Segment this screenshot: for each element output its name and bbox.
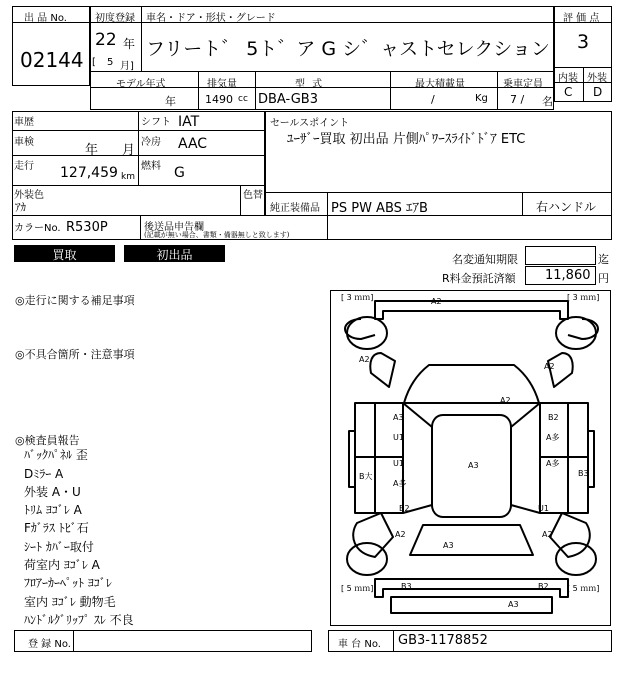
damage-hood: A3 <box>443 541 454 550</box>
damage-right-front-fender: U1 <box>538 504 549 513</box>
aftermarket-note: (記載が無い場合、書類・備器無しと致します) <box>144 231 290 239</box>
damage-right-front-door: A多 <box>546 459 560 468</box>
tire-tread-front-right: [ 5 ｍｍ] <box>567 584 600 593</box>
car-outline <box>331 291 612 627</box>
divider <box>138 111 139 186</box>
report-line: ﾌﾛｱｰｶｰﾍﾟｯﾄ ﾖｺﾞﾚ <box>24 576 112 590</box>
exterior-grade: D <box>593 85 603 99</box>
interior-grade: C <box>564 85 573 99</box>
divider <box>522 193 523 216</box>
defects-heading: ◎不具合箇所・注意事項 <box>15 348 135 361</box>
divider <box>583 67 584 102</box>
divider <box>12 155 265 156</box>
month-unit: 月] <box>120 61 134 72</box>
exterior-color: ｱｶ <box>15 201 26 214</box>
displacement-label: 排気量 <box>207 79 237 90</box>
model-name: フリート゛ 5ト゛ア G シ゛ャストセレクション <box>146 38 550 60</box>
fuel-label: 燃料 <box>141 161 161 172</box>
grade-label: 評 価 点 <box>563 13 600 24</box>
color-no: R530P <box>66 220 108 235</box>
damage-left-front-door: A多 <box>393 479 407 488</box>
divider <box>198 72 199 110</box>
shift-value: IAT <box>178 114 200 130</box>
damage-rear-right-fender: A2 <box>544 362 555 371</box>
name-change-field <box>525 246 596 265</box>
tire-tread-front-left: [ 5 ｍｍ] <box>341 584 374 593</box>
divider <box>141 6 142 72</box>
divider <box>255 72 256 110</box>
model-code-label: 型 式 <box>295 79 325 90</box>
divider <box>73 630 74 652</box>
damage-left-rear-door: U1 <box>393 433 404 442</box>
registration-number-label: 登 録 No. <box>28 639 71 650</box>
fuel-value: G <box>174 165 185 181</box>
color-change-label: 色替 <box>243 190 263 201</box>
damage-right-side: B3 <box>578 469 589 478</box>
report-line: 荷室内 ﾖｺﾞﾚ A <box>24 558 100 572</box>
overall-grade: 3 <box>577 31 590 53</box>
report-line: Fｶﾞﾗｽ ﾄﾋﾞ石 <box>24 521 89 535</box>
damage-roof: A3 <box>468 461 479 470</box>
first-registration-label: 初度登録 <box>95 13 135 24</box>
steering-value: 右ハンドル <box>536 200 597 214</box>
report-line: ﾊﾞｯｸﾊﾟﾈﾙ 歪 <box>24 448 88 462</box>
buy-badge-label: 買取 <box>52 248 77 262</box>
divider <box>390 72 391 110</box>
equipment-label: 純正装備品 <box>270 203 320 214</box>
mileage-label: 走行 <box>14 161 34 172</box>
divider <box>393 630 394 652</box>
inspection-label: 車検 <box>14 137 34 148</box>
tire-tread-rear-left: [ 3 ｍｍ] <box>341 293 374 302</box>
report-line: ｼｰﾄ ｶﾊﾞｰ取付 <box>24 540 94 554</box>
mileage-value: 127,459 <box>60 165 118 181</box>
history-label: 車歴 <box>14 117 34 128</box>
recycle-label: R料金預託済額 <box>442 272 516 285</box>
exterior-color-box <box>12 186 265 216</box>
displacement: 1490 <box>205 93 233 106</box>
lot-number-label: 出 品 No. <box>24 13 67 24</box>
name-change-label: 名変通知期限 <box>452 253 518 266</box>
recycle-fee: 11,860 <box>545 268 591 283</box>
damage-rear-hatch: A2 <box>500 396 511 405</box>
model-year-label: モデル年式 <box>116 79 166 90</box>
max-load-unit: Kg <box>475 93 488 104</box>
buy-badge <box>14 245 115 262</box>
damage-right-rear-door: B2 <box>548 413 559 422</box>
inspection-year: 年 <box>85 143 99 158</box>
month-bracket: [ <box>92 57 96 68</box>
equipment-value: PS PW ABS ｴｱB <box>331 201 428 216</box>
damage-right-front-fender: A2 <box>542 530 553 539</box>
chassis-number-label: 車 台 No. <box>338 639 381 650</box>
damage-diagram <box>330 290 611 626</box>
divider <box>12 130 265 131</box>
name-change-unit: 迄 <box>598 253 609 266</box>
model-code: DBA-GB3 <box>258 92 318 107</box>
registration-month: 5 <box>107 57 114 68</box>
max-load-label: 最大積載量 <box>415 79 465 90</box>
damage-left-front-fender: B2 <box>399 504 410 513</box>
report-line: ﾄﾘﾑ ﾖｺﾞﾚ A <box>24 503 82 517</box>
inspection-month: 月 <box>122 143 136 158</box>
color-no-label: カラーNo. <box>14 223 61 234</box>
report-line: 外装 A・U <box>24 485 81 499</box>
capacity-unit: 名 <box>542 95 553 108</box>
capacity: 7 / <box>510 93 525 106</box>
damage-left-sill: B大 <box>359 472 373 481</box>
damage-right-rear-door: A多 <box>546 433 560 442</box>
driving-notes-heading: ◎走行に関する補足事項 <box>15 294 135 307</box>
inspector-report-heading: ◎検査員報告 <box>15 434 80 447</box>
interior-grade-label: 内装 <box>558 73 578 84</box>
divider <box>327 216 328 240</box>
damage-front-bumper: A3 <box>508 600 519 609</box>
exterior-color-label: 外装色 <box>14 190 44 201</box>
damage-rear-bumper: A2 <box>431 297 442 306</box>
damage-left-front-door: U1 <box>393 459 404 468</box>
sales-point-text: ﾕｰｻﾞｰ買取 初出品 片側ﾊﾟﾜｰｽﾗｲﾄﾞﾄﾞｱ ETC <box>287 132 526 147</box>
chassis-number: GB3-1178852 <box>398 633 488 648</box>
exterior-grade-label: 外装 <box>587 73 607 84</box>
ac-label: 冷房 <box>141 137 161 148</box>
first-listing-badge-label: 初出品 <box>156 248 193 262</box>
damage-rear-left-fender: A2 <box>359 355 370 364</box>
damage-front-bumper-right: B2 <box>538 582 549 591</box>
model-header-label: 車名・ドア・形状・グレード <box>146 13 276 24</box>
damage-front-bumper-left: B3 <box>401 582 412 591</box>
report-line: Dﾐﾗｰ A <box>24 467 64 481</box>
divider <box>497 72 498 110</box>
shift-label: シフト <box>141 117 171 128</box>
capacity-label: 乗車定員 <box>503 79 543 90</box>
year-unit: 年 <box>123 37 136 51</box>
model-year-unit: 年 <box>165 95 176 108</box>
recycle-unit: 円 <box>598 272 609 285</box>
report-line: 室内 ﾖｺﾞﾚ 動物毛 <box>24 595 116 609</box>
lot-number: 02144 <box>20 48 84 72</box>
report-line: ﾊﾝﾄﾞﾙｸﾞﾘｯﾌﾟ ｽﾚ 不良 <box>24 613 134 627</box>
tire-tread-rear-right: [ 3 ｍｍ] <box>567 293 600 302</box>
mileage-unit: km <box>121 172 135 182</box>
damage-left-front-fender: A2 <box>395 530 406 539</box>
divider <box>140 216 141 240</box>
damage-left-rear-door: A3 <box>393 413 404 422</box>
aftermarket-label: 後送品申告欄 <box>144 222 204 233</box>
max-load-slash: / <box>431 93 435 106</box>
ac-value: AAC <box>178 136 208 152</box>
divider <box>327 193 328 216</box>
registration-year: 22 <box>95 30 117 50</box>
divider <box>240 186 241 216</box>
sales-point-label: セールスポイント <box>270 118 350 129</box>
displacement-unit: cc <box>238 94 248 104</box>
first-listing-badge <box>124 245 225 262</box>
